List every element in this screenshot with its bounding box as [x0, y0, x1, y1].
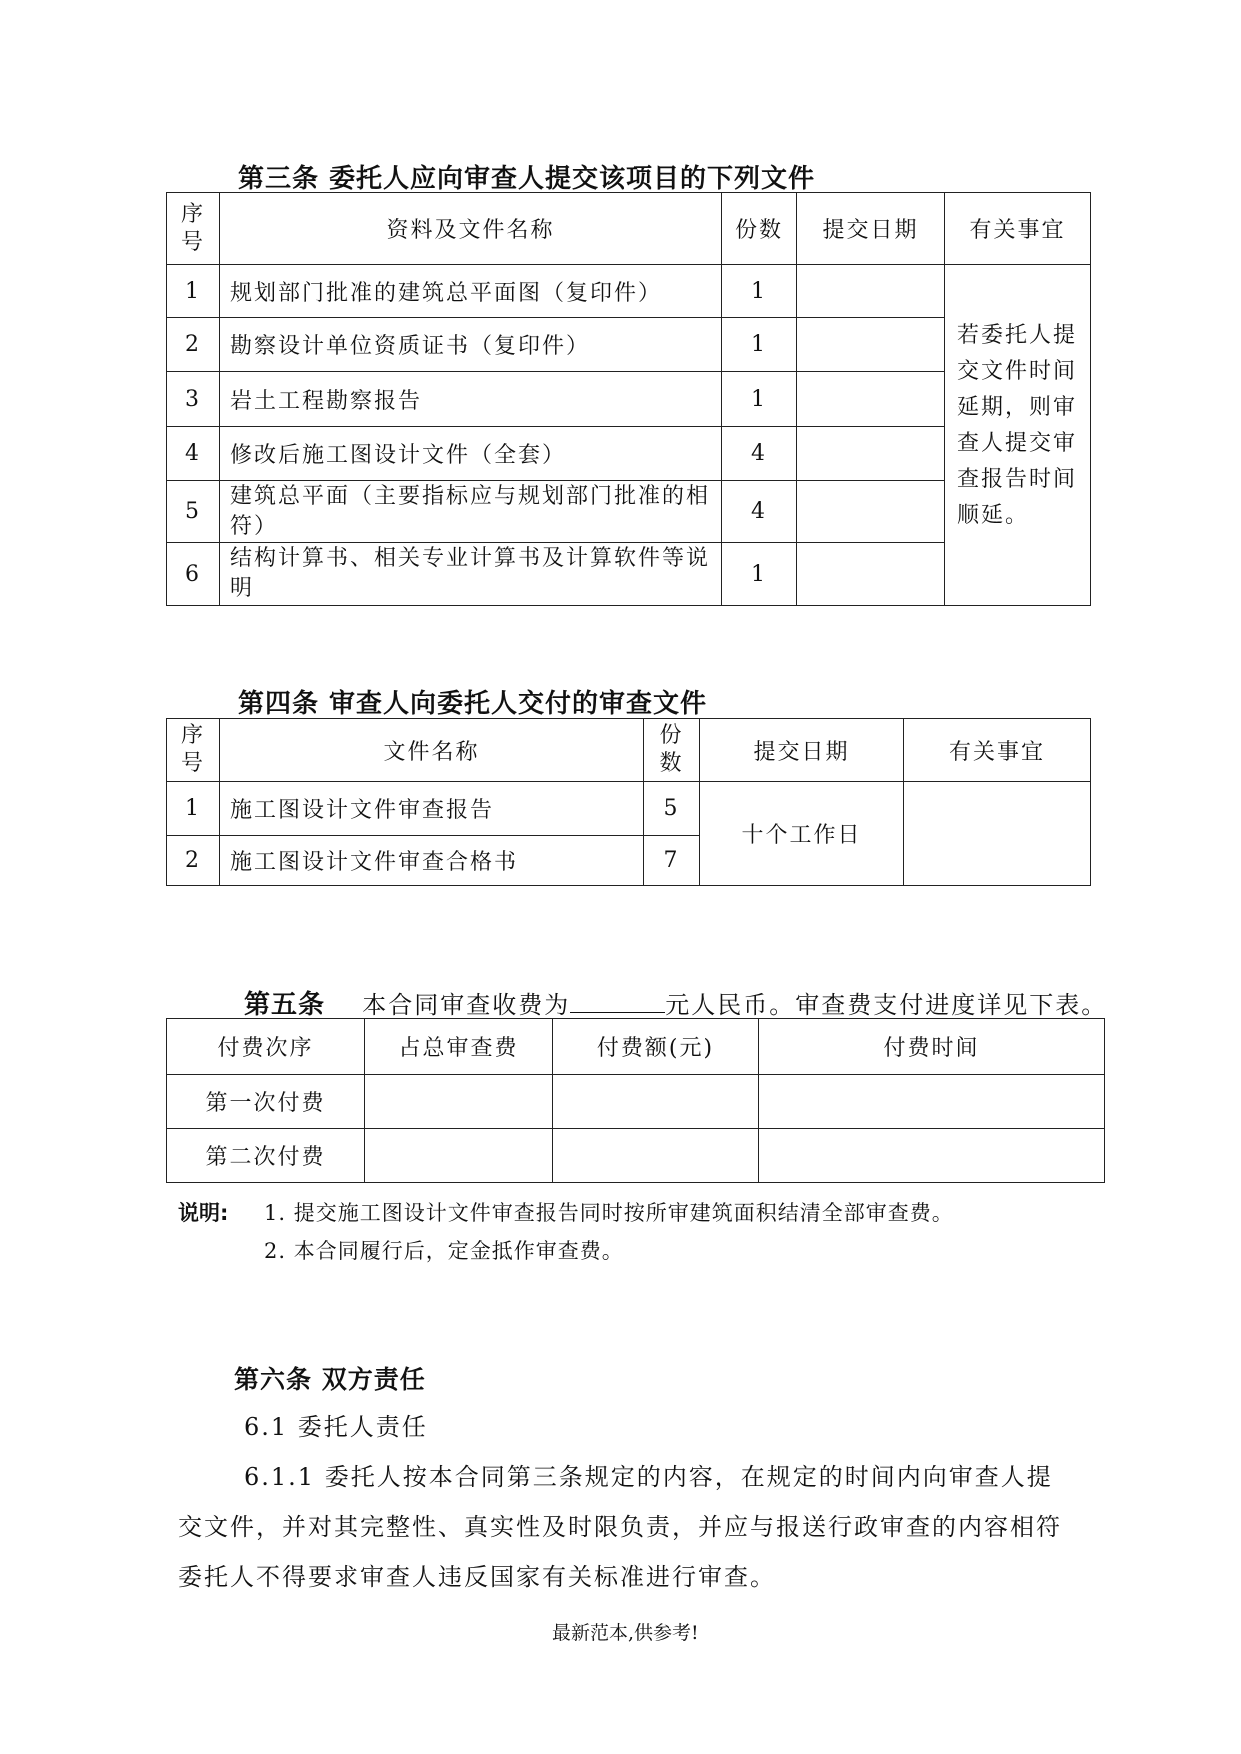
row-date: [797, 318, 945, 372]
table-row: [167, 782, 1091, 836]
table-header-row: [167, 719, 1091, 782]
note-item: 2. 本合同履行后，定金抵作审查费。: [264, 1239, 624, 1263]
article6-paragraph-line: 委托人不得要求审查人违反国家有关标准进行审查。: [178, 1563, 776, 1591]
article3-heading: 第三条 委托人应向审查人提交该项目的下列文件: [238, 164, 816, 194]
header-name: 文件名称: [220, 719, 644, 782]
notes-cell: [904, 782, 1091, 886]
row-payment-order: 第二次付费: [167, 1129, 365, 1183]
row-name: 勘察设计单位资质证书（复印件）: [220, 318, 722, 372]
header-date: 提交日期: [700, 719, 904, 782]
article4-table: [166, 718, 1091, 886]
header-notes: 有关事宜: [904, 719, 1091, 782]
fee-text-after: 元人民币。审查费支付进度详见下表。: [665, 991, 1108, 1019]
table-row: [167, 1075, 1105, 1129]
row-copies: 1: [722, 543, 797, 606]
header-date: 提交日期: [797, 193, 945, 265]
header-copies: 份数: [644, 719, 700, 782]
row-date: [797, 265, 945, 318]
row-seq: 1: [167, 782, 220, 836]
article5-heading: 第五条: [244, 990, 326, 1020]
row-copies: 1: [722, 318, 797, 372]
row-seq: 2: [167, 318, 220, 372]
row-seq: 6: [167, 543, 220, 606]
article3-table: [166, 192, 1091, 606]
row-seq: 3: [167, 372, 220, 427]
row-name: 施工图设计文件审查合格书: [220, 836, 644, 886]
notes-cell: 若委托人提交文件时间延期，则审查人提交审查报告时间顺延。: [945, 265, 1091, 606]
row-payment-order: 第一次付费: [167, 1075, 365, 1129]
row-name: 规划部门批准的建筑总平面图（复印件）: [220, 265, 722, 318]
row-seq: 4: [167, 427, 220, 481]
date-cell: 十个工作日: [700, 782, 904, 886]
header-notes: 有关事宜: [945, 193, 1091, 265]
row-seq: 1: [167, 265, 220, 318]
row-payment-time: [759, 1075, 1105, 1129]
row-amount: [553, 1075, 759, 1129]
row-date: [797, 372, 945, 427]
row-copies: 4: [722, 481, 797, 543]
header-payment-order: 付费次序: [167, 1019, 365, 1075]
fee-text-before: 本合同审查收费为: [362, 991, 571, 1019]
header-payment-time: 付费时间: [759, 1019, 1105, 1075]
article4-heading: 第四条 审查人向委托人交付的审查文件: [238, 689, 708, 719]
note-label: 说明:: [178, 1201, 229, 1225]
row-fee-share: [365, 1075, 553, 1129]
table-header-row: [167, 193, 1091, 265]
row-amount: [553, 1129, 759, 1183]
note-item: 1. 提交施工图设计文件审查报告同时按所审建筑面积结清全部审查费。: [264, 1201, 954, 1225]
row-name: 结构计算书、相关专业计算书及计算软件等说明: [220, 543, 722, 606]
row-payment-time: [759, 1129, 1105, 1183]
table-row: [167, 265, 1091, 318]
page-footer: 最新范本,供参考!: [552, 1622, 699, 1644]
table-header-row: [167, 1019, 1105, 1075]
row-seq: 5: [167, 481, 220, 543]
row-copies: 4: [722, 427, 797, 481]
header-amount: 付费额(元): [553, 1019, 759, 1075]
row-date: [797, 427, 945, 481]
article5-paragraph: [244, 984, 1107, 1021]
article6-subheading: 6.1 委托人责任: [244, 1413, 428, 1441]
row-name: 施工图设计文件审查报告: [220, 782, 644, 836]
header-copies: 份数: [722, 193, 797, 265]
article5-table: [166, 1018, 1105, 1183]
table-row: [167, 1129, 1105, 1183]
row-copies: 1: [722, 265, 797, 318]
row-copies: 7: [644, 836, 700, 886]
header-seq: 序号: [167, 193, 220, 265]
fee-blank-line: [570, 990, 665, 1013]
article6-paragraph-line: 6.1.1 委托人按本合同第三条规定的内容，在规定的时间内向审查人提: [244, 1463, 1053, 1491]
row-date: [797, 543, 945, 606]
row-copies: 5: [644, 782, 700, 836]
row-seq: 2: [167, 836, 220, 886]
header-fee-share: 占总审查费: [365, 1019, 553, 1075]
header-name: 资料及文件名称: [220, 193, 722, 265]
row-copies: 1: [722, 372, 797, 427]
article6-paragraph-line: 交文件，并对其完整性、真实性及时限负责，并应与报送行政审查的内容相符: [178, 1513, 1062, 1541]
row-name: 修改后施工图设计文件（全套）: [220, 427, 722, 481]
header-seq: 序号: [167, 719, 220, 782]
row-date: [797, 481, 945, 543]
row-fee-share: [365, 1129, 553, 1183]
row-name: 建筑总平面（主要指标应与规划部门批准的相符）: [220, 481, 722, 543]
article6-heading: 第六条 双方责任: [234, 1365, 426, 1394]
row-name: 岩土工程勘察报告: [220, 372, 722, 427]
